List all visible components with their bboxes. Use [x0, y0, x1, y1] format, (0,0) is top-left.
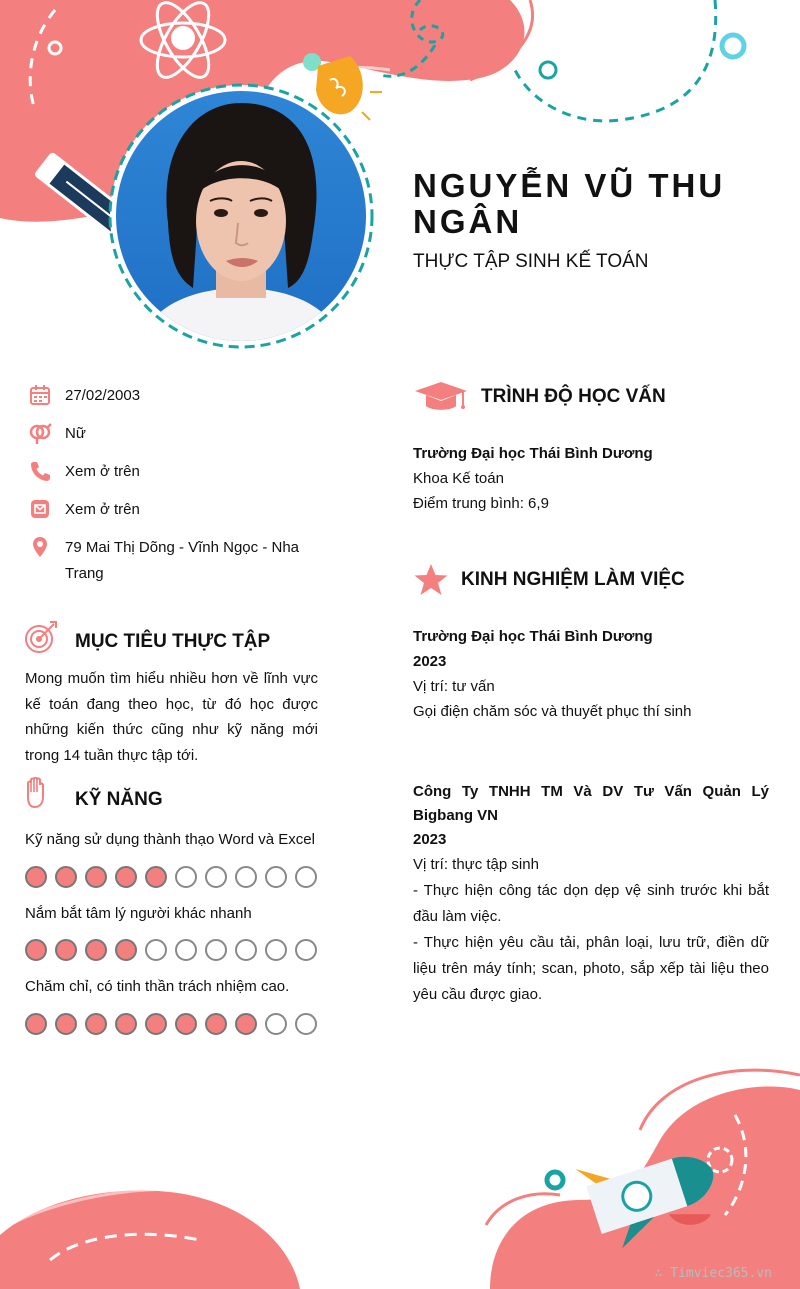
- objective-title: MỤC TIÊU THỰC TẬP: [75, 631, 271, 652]
- skill-rating-2: [25, 939, 317, 961]
- rating-dot-filled: [175, 1013, 197, 1035]
- job-1-position: Vị trí: tư vấn: [413, 678, 495, 695]
- rating-dot-empty: [175, 866, 197, 888]
- rating-dot-filled: [115, 866, 137, 888]
- hand-icon: [24, 777, 48, 811]
- address-text: 79 Mai Thị Dõng - Vĩnh Ngọc - Nha Trang: [65, 539, 300, 582]
- rating-dot-filled: [85, 866, 107, 888]
- rating-dot-filled: [55, 1013, 77, 1035]
- rating-dot-empty: [295, 866, 317, 888]
- education-title: TRÌNH ĐỘ HỌC VẤN: [481, 386, 666, 407]
- rating-dot-filled: [55, 939, 77, 961]
- rating-dot-empty: [265, 866, 287, 888]
- info-birthdate: [28, 383, 328, 409]
- rating-dot-filled: [115, 1013, 137, 1035]
- star-icon: [413, 563, 449, 597]
- phone-text: Xem ở trên: [65, 463, 140, 480]
- target-icon: [24, 620, 58, 654]
- job-2-detail-2: - Thực hiện yêu cầu tải, phân loại, lưu trữ, điền dữ liệu trên máy tính; scan, photo, sắp xếp tài liệu theo yêu cầu được giao.: [413, 934, 769, 1003]
- job-2-company: Công Ty TNHH TM Và DV Tư Vấn Quản Lý Bigbang VN: [413, 783, 769, 824]
- email-text: Xem ở trên: [65, 501, 140, 518]
- education-gpa: Điểm trung bình: 6,9: [413, 495, 549, 512]
- rating-dot-filled: [145, 866, 167, 888]
- job-2-year: 2023: [413, 831, 447, 848]
- rating-dot-filled: [85, 1013, 107, 1035]
- rating-dot-filled: [235, 1013, 257, 1035]
- education-faculty: Khoa Kế toán: [413, 470, 504, 487]
- education-block: [413, 441, 769, 516]
- rating-dot-empty: [295, 939, 317, 961]
- info-address: [28, 535, 318, 587]
- rating-dot-empty: [205, 866, 227, 888]
- rating-dot-empty: [175, 939, 197, 961]
- info-gender: [28, 421, 328, 447]
- watermark: ∴ Timviec365.vn: [654, 1266, 772, 1281]
- graduation-cap-icon: [413, 380, 469, 414]
- rating-dot-empty: [205, 939, 227, 961]
- profile-photo: [108, 83, 374, 349]
- skill-label-1: Kỹ năng sử dụng thành thạo Word và Excel: [25, 831, 315, 848]
- rating-dot-filled: [25, 1013, 47, 1035]
- rating-dot-empty: [295, 1013, 317, 1035]
- info-phone: [28, 459, 328, 485]
- skill-label-2: Nắm bắt tâm lý người khác nhanh: [25, 905, 252, 922]
- rating-dot-empty: [265, 1013, 287, 1035]
- rating-dot-empty: [265, 939, 287, 961]
- skill-rating-1: [25, 866, 317, 888]
- rating-dot-filled: [145, 1013, 167, 1035]
- rating-dot-filled: [25, 939, 47, 961]
- rating-dot-empty: [145, 939, 167, 961]
- job-1-year: 2023: [413, 653, 447, 670]
- phone-icon: [28, 459, 52, 483]
- objective-text: Mong muốn tìm hiểu nhiều hơn về lĩnh vực kế toán đang theo học, từ đó học được những kiến thức cũng như kỹ năng mới trong 14 tuần thực tập tới.: [25, 670, 318, 764]
- calendar-icon: [28, 383, 52, 407]
- rating-dot-filled: [85, 939, 107, 961]
- rating-dot-filled: [25, 866, 47, 888]
- rating-dot-filled: [205, 1013, 227, 1035]
- email-icon: [28, 497, 52, 521]
- birthdate-text: 27/02/2003: [65, 387, 141, 404]
- job-2-detail-1: - Thực hiện công tác dọn dẹp vệ sinh trước khi bắt đầu làm việc.: [413, 882, 769, 925]
- rating-dot-filled: [115, 939, 137, 961]
- rating-dot-filled: [55, 866, 77, 888]
- location-pin-icon: [28, 535, 52, 559]
- candidate-name: NGUYỄN VŨ THU NGÂN: [413, 167, 726, 240]
- rating-dot-empty: [235, 939, 257, 961]
- job-title: THỰC TẬP SINH KẾ TOÁN: [413, 251, 649, 272]
- experience-title: KINH NGHIỆM LÀM VIỆC: [461, 569, 685, 590]
- education-school: Trường Đại học Thái Bình Dương: [413, 445, 653, 462]
- job-2: [413, 780, 769, 1008]
- rating-dot-empty: [235, 866, 257, 888]
- job-2-position: Vị trí: thực tập sinh: [413, 856, 539, 873]
- job-1: [413, 624, 769, 724]
- skills-title: KỸ NĂNG: [75, 789, 163, 810]
- gender-icon: [28, 421, 52, 445]
- job-1-detail-1: Gọi điện chăm sóc và thuyết phục thí sinh: [413, 703, 692, 720]
- skill-rating-3: [25, 1013, 317, 1035]
- job-1-company: Trường Đại học Thái Bình Dương: [413, 628, 653, 645]
- skill-label-3: Chăm chỉ, có tinh thần trách nhiệm cao.: [25, 978, 290, 995]
- gender-text: Nữ: [65, 425, 86, 442]
- info-email: [28, 497, 328, 523]
